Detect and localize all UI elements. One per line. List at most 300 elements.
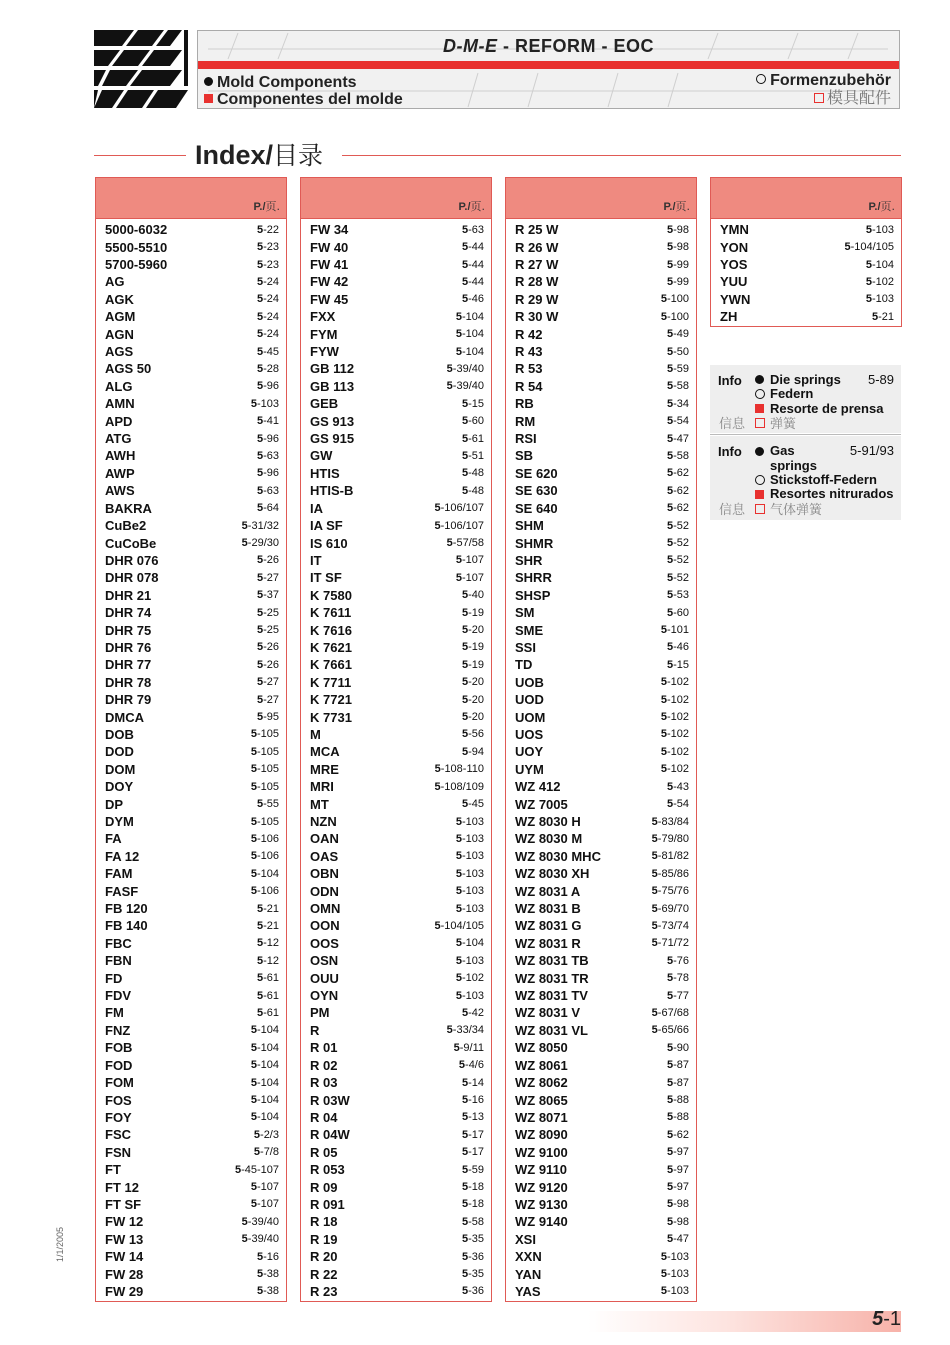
index-row[interactable] xyxy=(301,743,491,760)
page-ref[interactable]: 5-41 xyxy=(256,415,279,428)
page-ref[interactable]: 5-19 xyxy=(461,606,484,619)
index-row[interactable] xyxy=(301,935,491,952)
page-ref[interactable]: 5-27 xyxy=(256,676,279,689)
index-row[interactable] xyxy=(96,517,286,534)
index-row[interactable] xyxy=(96,1039,286,1056)
page-ref[interactable]: 5-75/76 xyxy=(651,885,689,898)
page-ref[interactable]: 5-102 xyxy=(660,728,689,741)
index-row[interactable] xyxy=(506,674,696,691)
index-row[interactable] xyxy=(301,952,491,969)
index-row[interactable] xyxy=(506,882,696,899)
index-row[interactable] xyxy=(301,1213,491,1230)
info-page-ref[interactable]: 5-89 xyxy=(867,372,894,387)
index-row[interactable] xyxy=(506,761,696,778)
page-ref[interactable]: 5-43 xyxy=(666,780,689,793)
index-row[interactable] xyxy=(301,517,491,534)
index-row[interactable] xyxy=(506,708,696,725)
index-row[interactable] xyxy=(506,221,696,238)
page-ref[interactable]: 5-103 xyxy=(455,832,484,845)
page-ref[interactable]: 5-62 xyxy=(666,1128,689,1141)
index-row[interactable] xyxy=(301,534,491,551)
index-row[interactable] xyxy=(301,430,491,447)
index-row[interactable] xyxy=(96,1231,286,1248)
index-row[interactable] xyxy=(96,1196,286,1213)
index-row[interactable] xyxy=(96,1178,286,1195)
index-row[interactable] xyxy=(506,395,696,412)
index-row[interactable] xyxy=(506,1161,696,1178)
index-row[interactable] xyxy=(96,587,286,604)
page-ref[interactable]: 5-87 xyxy=(666,1076,689,1089)
page-ref[interactable]: 5-4/6 xyxy=(458,1059,484,1072)
page-ref[interactable]: 5-26 xyxy=(256,658,279,671)
page-ref[interactable]: 5-81/82 xyxy=(651,850,689,863)
page-ref[interactable]: 5-16 xyxy=(256,1250,279,1263)
page-ref[interactable]: 5-67/68 xyxy=(651,1006,689,1019)
index-row[interactable] xyxy=(96,1057,286,1074)
index-row[interactable] xyxy=(506,604,696,621)
page-ref[interactable]: 5-103 xyxy=(865,223,894,236)
info-page-ref[interactable]: 5-91/93 xyxy=(849,443,894,458)
index-row[interactable] xyxy=(506,517,696,534)
page-ref[interactable]: 5-62 xyxy=(666,467,689,480)
page-ref[interactable]: 5-52 xyxy=(666,571,689,584)
page-ref[interactable]: 5-102 xyxy=(865,275,894,288)
page-ref[interactable]: 5-103 xyxy=(455,989,484,1002)
index-row[interactable] xyxy=(506,291,696,308)
page-ref[interactable]: 5-20 xyxy=(461,693,484,706)
index-row[interactable] xyxy=(301,969,491,986)
page-ref[interactable]: 5-17 xyxy=(461,1128,484,1141)
page-ref[interactable]: 5-22 xyxy=(256,223,279,236)
index-row[interactable] xyxy=(96,639,286,656)
page-ref[interactable]: 5-42 xyxy=(461,1006,484,1019)
page-ref[interactable]: 5-60 xyxy=(461,415,484,428)
index-row[interactable] xyxy=(96,395,286,412)
index-row[interactable] xyxy=(301,1074,491,1091)
page-ref[interactable]: 5-76 xyxy=(666,954,689,967)
page-ref[interactable]: 5-107 xyxy=(250,1181,279,1194)
page-ref[interactable]: 5-106 xyxy=(250,832,279,845)
index-row[interactable] xyxy=(506,430,696,447)
page-ref[interactable]: 5-40 xyxy=(461,589,484,602)
page-ref[interactable]: 5-99 xyxy=(666,275,689,288)
index-row[interactable] xyxy=(301,1178,491,1195)
page-ref[interactable]: 5-98 xyxy=(666,223,689,236)
index-row[interactable] xyxy=(96,1022,286,1039)
index-row[interactable] xyxy=(96,1265,286,1282)
index-row[interactable] xyxy=(301,639,491,656)
index-row[interactable] xyxy=(96,882,286,899)
index-row[interactable] xyxy=(506,325,696,342)
index-row[interactable] xyxy=(96,1283,286,1300)
page-ref[interactable]: 5-102 xyxy=(660,676,689,689)
page-ref[interactable]: 5-97 xyxy=(666,1146,689,1159)
page-ref[interactable]: 5-106/107 xyxy=(434,502,484,515)
page-ref[interactable]: 5-98 xyxy=(666,1198,689,1211)
page-ref[interactable]: 5-103 xyxy=(250,397,279,410)
index-row[interactable] xyxy=(96,743,286,760)
page-ref[interactable]: 5-96 xyxy=(256,380,279,393)
page-ref[interactable]: 5-88 xyxy=(666,1111,689,1124)
page-ref[interactable]: 5-49 xyxy=(666,328,689,341)
index-row[interactable] xyxy=(96,778,286,795)
page-ref[interactable]: 5-15 xyxy=(461,397,484,410)
index-row[interactable] xyxy=(96,1248,286,1265)
index-row[interactable] xyxy=(301,917,491,934)
page-ref[interactable]: 5-44 xyxy=(461,258,484,271)
index-row[interactable] xyxy=(96,708,286,725)
page-ref[interactable]: 5-54 xyxy=(666,415,689,428)
page-ref[interactable]: 5-39/40 xyxy=(241,1215,279,1228)
page-ref[interactable]: 5-54 xyxy=(666,798,689,811)
page-ref[interactable]: 5-97 xyxy=(666,1163,689,1176)
index-row[interactable] xyxy=(301,360,491,377)
page-ref[interactable]: 5-24 xyxy=(256,275,279,288)
index-row[interactable] xyxy=(301,1161,491,1178)
page-ref[interactable]: 5-79/80 xyxy=(651,832,689,845)
page-ref[interactable]: 5-58 xyxy=(666,449,689,462)
index-row[interactable] xyxy=(301,778,491,795)
index-row[interactable] xyxy=(506,1283,696,1300)
page-ref[interactable]: 5-99 xyxy=(666,258,689,271)
index-row[interactable] xyxy=(506,795,696,812)
index-row[interactable] xyxy=(301,1283,491,1300)
page-ref[interactable]: 5-50 xyxy=(666,345,689,358)
index-row[interactable] xyxy=(506,691,696,708)
page-ref[interactable]: 5-103 xyxy=(455,885,484,898)
page-ref[interactable]: 5-100 xyxy=(660,293,689,306)
index-row[interactable] xyxy=(711,308,901,325)
index-row[interactable] xyxy=(301,1004,491,1021)
index-row[interactable] xyxy=(301,1039,491,1056)
index-row[interactable] xyxy=(301,656,491,673)
index-row[interactable] xyxy=(96,761,286,778)
page-ref[interactable]: 5-71/72 xyxy=(651,937,689,950)
index-row[interactable] xyxy=(506,917,696,934)
index-row[interactable] xyxy=(96,238,286,255)
page-ref[interactable]: 5-35 xyxy=(461,1268,484,1281)
page-ref[interactable]: 5-107 xyxy=(250,1198,279,1211)
page-ref[interactable]: 5-95 xyxy=(256,711,279,724)
page-ref[interactable]: 5-58 xyxy=(666,380,689,393)
index-row[interactable] xyxy=(301,1248,491,1265)
index-row[interactable] xyxy=(506,656,696,673)
index-row[interactable] xyxy=(96,691,286,708)
index-row[interactable] xyxy=(506,1265,696,1282)
index-row[interactable] xyxy=(506,412,696,429)
index-row[interactable] xyxy=(96,935,286,952)
index-row[interactable] xyxy=(301,378,491,395)
page-ref[interactable]: 5-7/8 xyxy=(253,1146,279,1159)
page-ref[interactable]: 5-103 xyxy=(455,902,484,915)
index-row[interactable] xyxy=(506,534,696,551)
index-row[interactable] xyxy=(96,830,286,847)
page-ref[interactable]: 5-85/86 xyxy=(651,867,689,880)
index-row[interactable] xyxy=(96,534,286,551)
index-row[interactable] xyxy=(301,500,491,517)
page-ref[interactable]: 5-36 xyxy=(461,1285,484,1298)
index-row[interactable] xyxy=(711,238,901,255)
index-row[interactable] xyxy=(301,882,491,899)
index-row[interactable] xyxy=(96,221,286,238)
page-ref[interactable]: 5-101 xyxy=(660,624,689,637)
index-row[interactable] xyxy=(301,1196,491,1213)
page-ref[interactable]: 5-103 xyxy=(455,815,484,828)
index-row[interactable] xyxy=(301,830,491,847)
page-ref[interactable]: 5-62 xyxy=(666,484,689,497)
index-row[interactable] xyxy=(301,256,491,273)
index-row[interactable] xyxy=(301,1265,491,1282)
index-row[interactable] xyxy=(301,691,491,708)
page-ref[interactable]: 5-61 xyxy=(461,432,484,445)
index-row[interactable] xyxy=(506,935,696,952)
page-ref[interactable]: 5-104/105 xyxy=(434,919,484,932)
index-row[interactable] xyxy=(96,500,286,517)
page-ref[interactable]: 5-12 xyxy=(256,954,279,967)
page-ref[interactable]: 5-52 xyxy=(666,537,689,550)
page-ref[interactable]: 5-62 xyxy=(666,502,689,515)
index-row[interactable] xyxy=(96,1074,286,1091)
index-row[interactable] xyxy=(96,360,286,377)
index-row[interactable] xyxy=(96,917,286,934)
page-ref[interactable]: 5-25 xyxy=(256,624,279,637)
index-row[interactable] xyxy=(301,221,491,238)
page-ref[interactable]: 5-23 xyxy=(256,258,279,271)
index-row[interactable] xyxy=(301,465,491,482)
index-row[interactable] xyxy=(301,291,491,308)
index-row[interactable] xyxy=(506,865,696,882)
page-ref[interactable]: 5-53 xyxy=(666,589,689,602)
index-row[interactable] xyxy=(301,1022,491,1039)
index-row[interactable] xyxy=(506,900,696,917)
index-row[interactable] xyxy=(506,952,696,969)
page-ref[interactable]: 5-90 xyxy=(666,1041,689,1054)
page-ref[interactable]: 5-39/40 xyxy=(446,380,484,393)
index-row[interactable] xyxy=(301,761,491,778)
page-ref[interactable]: 5-52 xyxy=(666,519,689,532)
page-ref[interactable]: 5-104 xyxy=(250,867,279,880)
page-ref[interactable]: 5-59 xyxy=(666,362,689,375)
page-ref[interactable]: 5-13 xyxy=(461,1111,484,1124)
index-row[interactable] xyxy=(96,621,286,638)
index-row[interactable] xyxy=(96,848,286,865)
page-ref[interactable]: 5-16 xyxy=(461,1094,484,1107)
index-row[interactable] xyxy=(506,1091,696,1108)
page-ref[interactable]: 5-20 xyxy=(461,676,484,689)
index-row[interactable] xyxy=(301,813,491,830)
index-row[interactable] xyxy=(96,604,286,621)
page-ref[interactable]: 5-45-107 xyxy=(234,1163,279,1176)
index-row[interactable] xyxy=(96,1004,286,1021)
page-ref[interactable]: 5-29/30 xyxy=(241,537,279,550)
page-ref[interactable]: 5-61 xyxy=(256,972,279,985)
page-ref[interactable]: 5-103 xyxy=(660,1285,689,1298)
index-row[interactable] xyxy=(96,656,286,673)
index-row[interactable] xyxy=(506,1196,696,1213)
index-row[interactable] xyxy=(506,378,696,395)
page-ref[interactable]: 5-26 xyxy=(256,554,279,567)
page-ref[interactable]: 5-39/40 xyxy=(241,1233,279,1246)
index-row[interactable] xyxy=(96,726,286,743)
page-ref[interactable]: 5-44 xyxy=(461,275,484,288)
page-ref[interactable]: 5-24 xyxy=(256,310,279,323)
page-ref[interactable]: 5-39/40 xyxy=(446,362,484,375)
page-ref[interactable]: 5-52 xyxy=(666,554,689,567)
page-ref[interactable]: 5-57/58 xyxy=(446,537,484,550)
page-ref[interactable]: 5-61 xyxy=(256,1006,279,1019)
index-row[interactable] xyxy=(506,587,696,604)
index-row[interactable] xyxy=(506,1126,696,1143)
index-row[interactable] xyxy=(506,308,696,325)
page-ref[interactable]: 5-107 xyxy=(455,554,484,567)
page-ref[interactable]: 5-60 xyxy=(666,606,689,619)
page-ref[interactable]: 5-2/3 xyxy=(253,1128,279,1141)
page-ref[interactable]: 5-51 xyxy=(461,449,484,462)
index-row[interactable] xyxy=(301,308,491,325)
page-ref[interactable]: 5-18 xyxy=(461,1181,484,1194)
index-row[interactable] xyxy=(506,569,696,586)
page-ref[interactable]: 5-34 xyxy=(666,397,689,410)
page-ref[interactable]: 5-63 xyxy=(256,484,279,497)
page-ref[interactable]: 5-20 xyxy=(461,711,484,724)
page-ref[interactable]: 5-103 xyxy=(455,954,484,967)
index-row[interactable] xyxy=(711,256,901,273)
index-row[interactable] xyxy=(96,1144,286,1161)
page-ref[interactable]: 5-19 xyxy=(461,658,484,671)
index-row[interactable] xyxy=(506,813,696,830)
page-ref[interactable]: 5-104 xyxy=(250,1111,279,1124)
page-ref[interactable]: 5-33/34 xyxy=(446,1024,484,1037)
page-ref[interactable]: 5-61 xyxy=(256,989,279,1002)
page-ref[interactable]: 5-106 xyxy=(250,850,279,863)
page-ref[interactable]: 5-104 xyxy=(865,258,894,271)
page-ref[interactable]: 5-59 xyxy=(461,1163,484,1176)
index-row[interactable] xyxy=(96,795,286,812)
page-ref[interactable]: 5-36 xyxy=(461,1250,484,1263)
index-row[interactable] xyxy=(301,552,491,569)
page-ref[interactable]: 5-77 xyxy=(666,989,689,1002)
index-row[interactable] xyxy=(96,552,286,569)
page-ref[interactable]: 5-96 xyxy=(256,432,279,445)
page-ref[interactable]: 5-19 xyxy=(461,641,484,654)
page-ref[interactable]: 5-65/66 xyxy=(651,1024,689,1037)
index-row[interactable] xyxy=(96,900,286,917)
index-row[interactable] xyxy=(506,1178,696,1195)
page-ref[interactable]: 5-26 xyxy=(256,641,279,654)
page-ref[interactable]: 5-9/11 xyxy=(453,1041,484,1054)
index-row[interactable] xyxy=(506,726,696,743)
page-ref[interactable]: 5-31/32 xyxy=(241,519,279,532)
index-row[interactable] xyxy=(301,482,491,499)
index-row[interactable] xyxy=(301,987,491,1004)
index-row[interactable] xyxy=(506,1004,696,1021)
index-row[interactable] xyxy=(506,343,696,360)
index-row[interactable] xyxy=(301,325,491,342)
page-ref[interactable]: 5-97 xyxy=(666,1181,689,1194)
index-row[interactable] xyxy=(301,848,491,865)
page-ref[interactable]: 5-108/109 xyxy=(434,780,484,793)
index-row[interactable] xyxy=(96,343,286,360)
index-row[interactable] xyxy=(301,569,491,586)
page-ref[interactable]: 5-105 xyxy=(250,745,279,758)
index-row[interactable] xyxy=(96,378,286,395)
page-ref[interactable]: 5-96 xyxy=(256,467,279,480)
page-ref[interactable]: 5-107 xyxy=(455,571,484,584)
page-ref[interactable]: 5-78 xyxy=(666,972,689,985)
page-ref[interactable]: 5-38 xyxy=(256,1285,279,1298)
page-ref[interactable]: 5-47 xyxy=(666,432,689,445)
page-ref[interactable]: 5-35 xyxy=(461,1233,484,1246)
index-row[interactable] xyxy=(506,238,696,255)
index-row[interactable] xyxy=(506,465,696,482)
index-row[interactable] xyxy=(301,238,491,255)
page-ref[interactable]: 5-106 xyxy=(250,885,279,898)
index-row[interactable] xyxy=(506,1248,696,1265)
page-ref[interactable]: 5-12 xyxy=(256,937,279,950)
index-row[interactable] xyxy=(506,256,696,273)
page-ref[interactable]: 5-25 xyxy=(256,606,279,619)
page-ref[interactable]: 5-103 xyxy=(865,293,894,306)
index-row[interactable] xyxy=(711,273,901,290)
page-ref[interactable]: 5-104 xyxy=(250,1024,279,1037)
index-row[interactable] xyxy=(96,1091,286,1108)
page-ref[interactable]: 5-18 xyxy=(461,1198,484,1211)
page-ref[interactable]: 5-106/107 xyxy=(434,519,484,532)
index-row[interactable] xyxy=(301,395,491,412)
index-row[interactable] xyxy=(96,447,286,464)
index-row[interactable] xyxy=(96,987,286,1004)
page-ref[interactable]: 5-58 xyxy=(461,1215,484,1228)
index-row[interactable] xyxy=(96,465,286,482)
index-row[interactable] xyxy=(301,1126,491,1143)
index-row[interactable] xyxy=(96,674,286,691)
index-row[interactable] xyxy=(506,1074,696,1091)
index-row[interactable] xyxy=(301,900,491,917)
page-ref[interactable]: 5-105 xyxy=(250,780,279,793)
page-ref[interactable]: 5-102 xyxy=(455,972,484,985)
index-row[interactable] xyxy=(506,1022,696,1039)
page-ref[interactable]: 5-102 xyxy=(660,693,689,706)
index-row[interactable] xyxy=(301,726,491,743)
page-ref[interactable]: 5-104 xyxy=(455,937,484,950)
index-row[interactable] xyxy=(506,552,696,569)
index-row[interactable] xyxy=(506,273,696,290)
page-ref[interactable]: 5-98 xyxy=(666,1215,689,1228)
page-ref[interactable]: 5-45 xyxy=(461,798,484,811)
page-ref[interactable]: 5-104 xyxy=(455,345,484,358)
page-ref[interactable]: 5-21 xyxy=(871,310,894,323)
page-ref[interactable]: 5-100 xyxy=(660,310,689,323)
index-row[interactable] xyxy=(301,343,491,360)
index-row[interactable] xyxy=(96,952,286,969)
page-ref[interactable]: 5-69/70 xyxy=(651,902,689,915)
index-row[interactable] xyxy=(301,621,491,638)
page-ref[interactable]: 5-102 xyxy=(660,711,689,724)
page-ref[interactable]: 5-38 xyxy=(256,1268,279,1281)
page-ref[interactable]: 5-23 xyxy=(256,241,279,254)
index-row[interactable] xyxy=(506,482,696,499)
page-ref[interactable]: 5-103 xyxy=(660,1268,689,1281)
page-ref[interactable]: 5-37 xyxy=(256,589,279,602)
page-ref[interactable]: 5-45 xyxy=(256,345,279,358)
index-row[interactable] xyxy=(301,1109,491,1126)
index-row[interactable] xyxy=(301,1144,491,1161)
index-row[interactable] xyxy=(96,813,286,830)
page-ref[interactable]: 5-14 xyxy=(461,1076,484,1089)
index-row[interactable] xyxy=(506,447,696,464)
page-ref[interactable]: 5-104 xyxy=(455,310,484,323)
page-ref[interactable]: 5-44 xyxy=(461,241,484,254)
